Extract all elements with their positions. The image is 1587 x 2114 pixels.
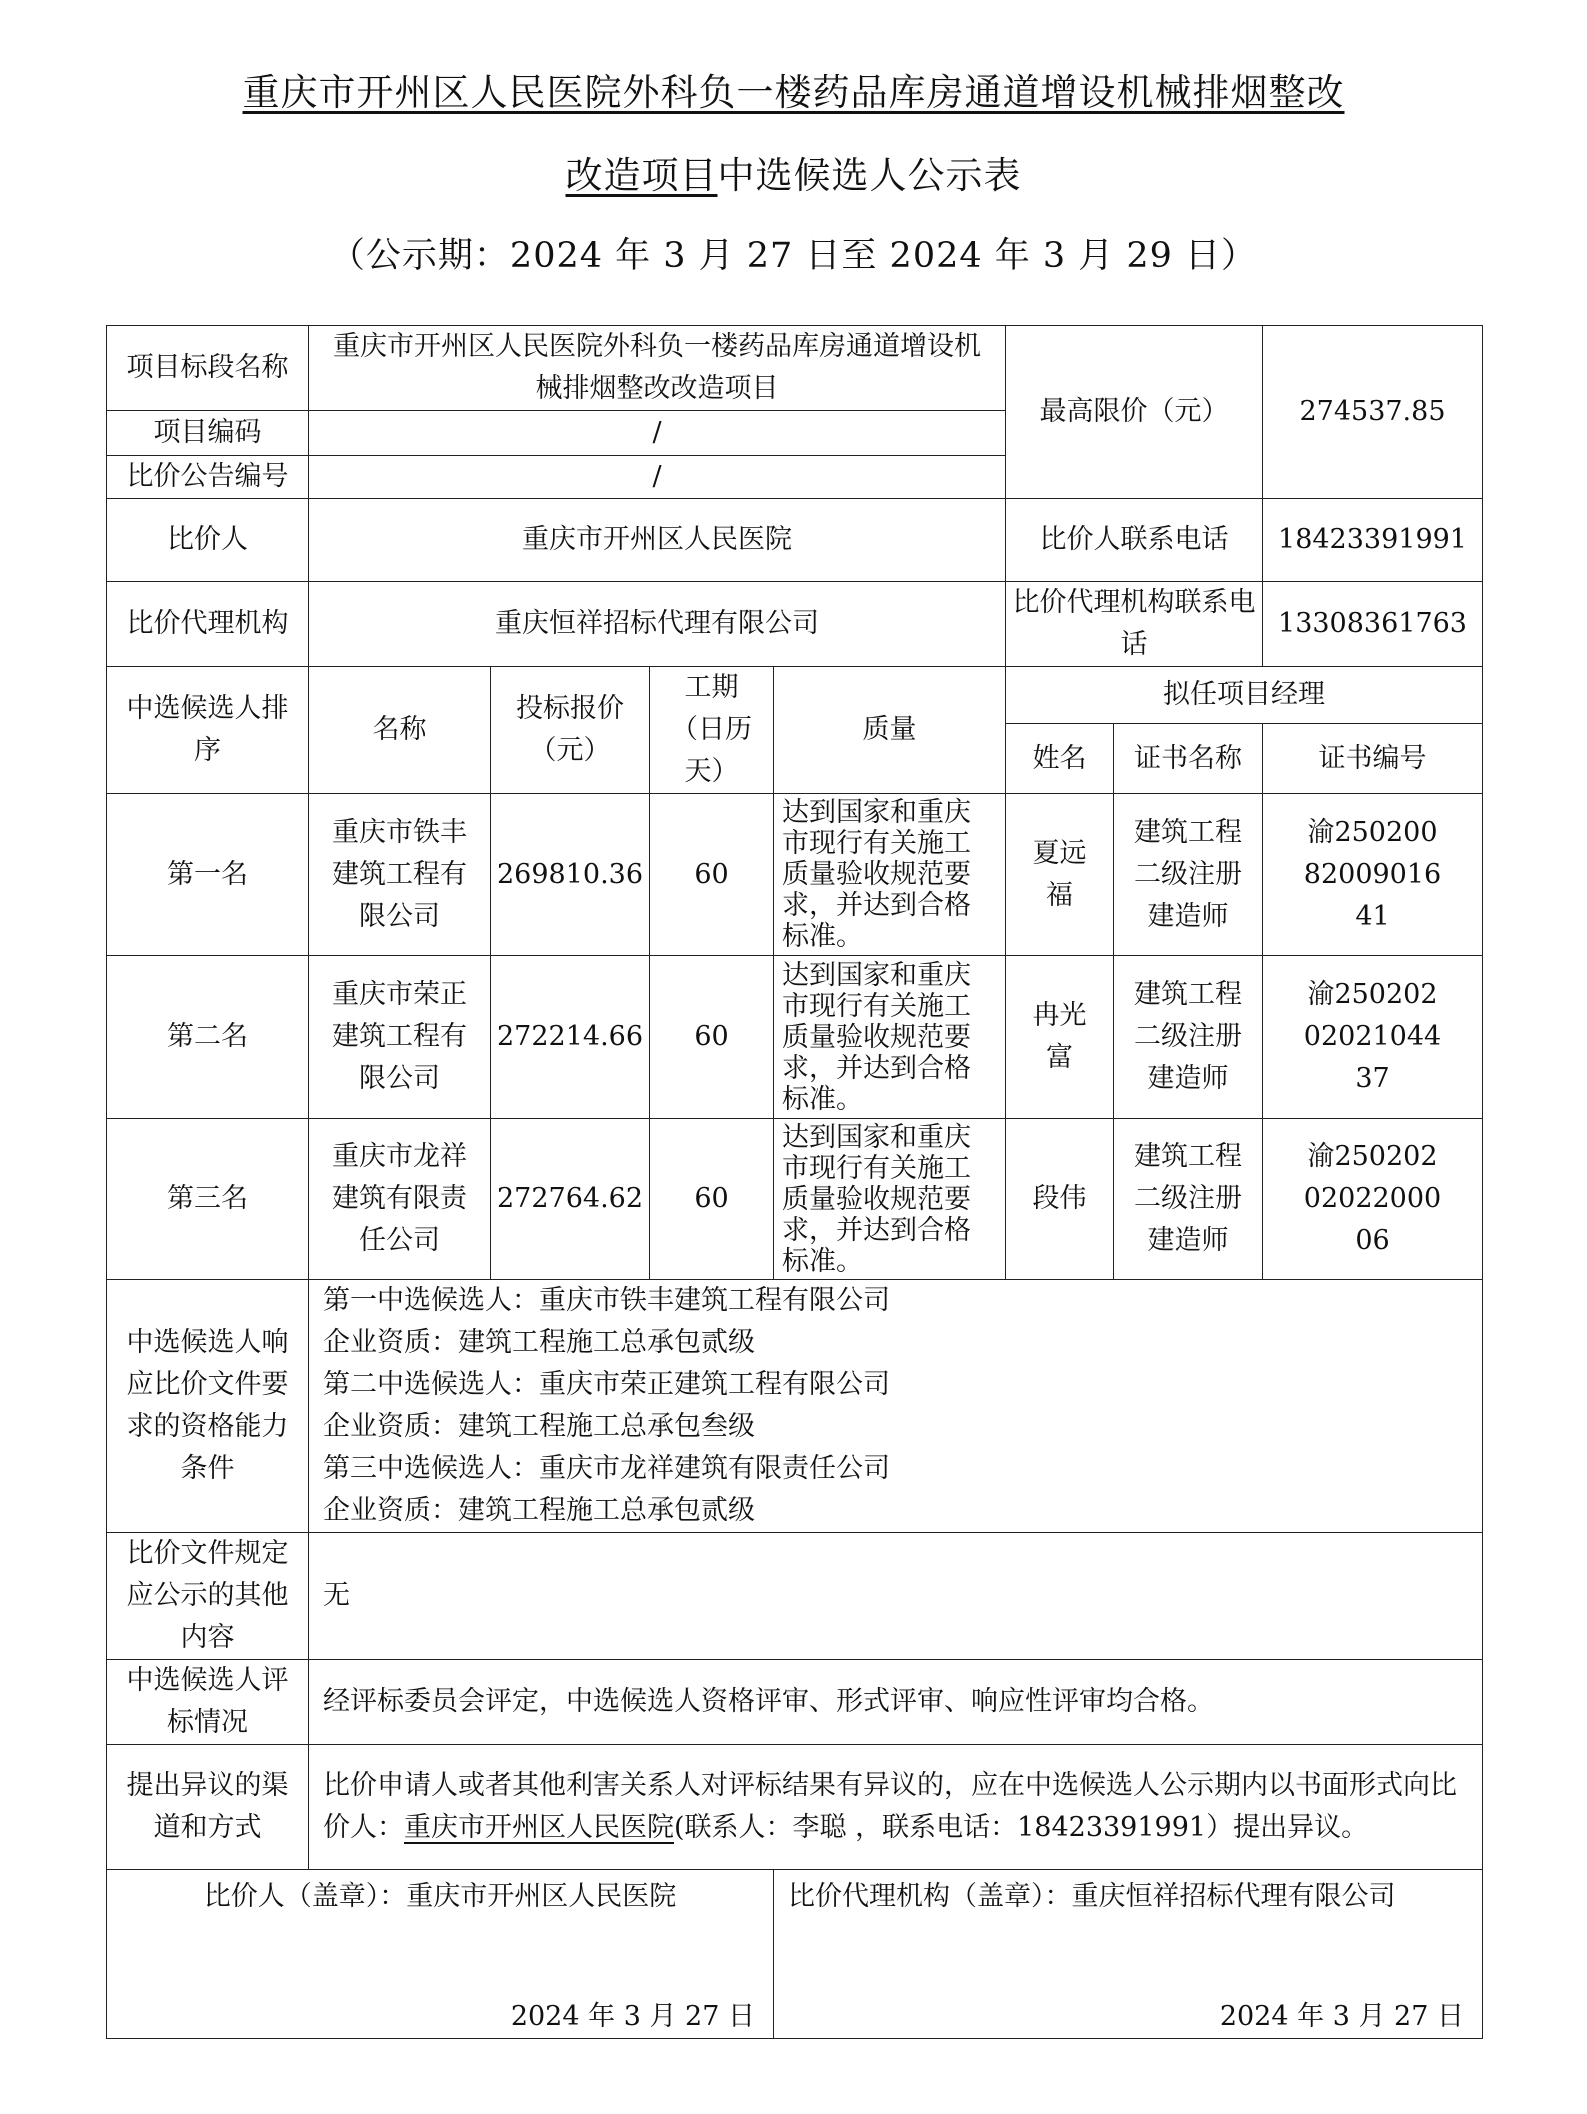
max-price-label: 最高限价（元）	[1006, 326, 1263, 499]
quality-header: 质量	[774, 667, 1006, 794]
candidate-name: 重庆市铁丰建筑工程有限公司	[309, 794, 491, 956]
cert-no-header: 证书编号	[1263, 724, 1483, 794]
candidate-rank: 第三名	[107, 1119, 309, 1280]
objection-purchaser-link: 重庆市开州区人民医院	[404, 1812, 674, 1843]
candidate-cert-name: 建筑工程二级注册建造师	[1114, 1119, 1263, 1280]
qualification-line: 第三中选候选人：重庆市龙祥建筑有限责任公司	[323, 1453, 890, 1484]
agency-label: 比价代理机构	[107, 582, 309, 667]
title-rest: 中选候选人公示表	[717, 154, 1022, 197]
document-title-line-1: 重庆市开州区人民医院外科负一楼药品库房通道增设机械排烟整改	[242, 71, 1345, 114]
candidate-cert-name: 建筑工程二级注册建造师	[1114, 794, 1263, 956]
purchaser-label: 比价人	[107, 499, 309, 582]
manager-name-header: 姓名	[1006, 724, 1114, 794]
other-content-label: 比价文件规定应公示的其他内容	[107, 1533, 309, 1660]
price-header: 投标报价（元）	[491, 667, 650, 794]
agency-signature	[774, 1870, 1483, 2039]
candidate-duration: 60	[650, 956, 774, 1119]
table-row	[107, 1119, 1483, 1280]
candidate-manager: 段伟	[1006, 1119, 1114, 1280]
notice-number-value: /	[309, 456, 1006, 499]
candidate-manager: 夏远福	[1006, 794, 1114, 956]
publicity-period: （公示期：2024 年 3 月 27 日至 2024 年 3 月 29 日）	[329, 236, 1258, 276]
evaluation-label: 中选候选人评标情况	[107, 1660, 309, 1745]
agency-sign-date: 2024 年 3 月 27 日	[1219, 2001, 1464, 2032]
candidate-quality: 达到国家和重庆市现行有关施工质量验收规范要求，并达到合格标准。	[774, 1119, 1006, 1280]
agency-phone-value: 13308361763	[1263, 582, 1483, 667]
purchaser-signature	[107, 1870, 774, 2039]
candidate-announcement-table	[106, 325, 1483, 2039]
document-title-line-2	[0, 145, 1587, 199]
agency-seal-label: 比价代理机构（盖章）：重庆恒祥招标代理有限公司	[788, 1881, 1396, 1912]
qualification-label: 中选候选人响应比价文件要求的资格能力条件	[107, 1280, 309, 1533]
candidate-cert-no: 渝2502008200901641	[1263, 794, 1483, 956]
notice-number-label: 比价公告编号	[107, 456, 309, 499]
candidate-manager: 冉光富	[1006, 956, 1114, 1119]
candidate-price: 269810.36	[491, 794, 650, 956]
candidate-cert-no: 渝2502020202200006	[1263, 1119, 1483, 1280]
qualification-line: 企业资质：建筑工程施工总承包叁级	[323, 1411, 755, 1442]
project-code-label: 项目编码	[107, 411, 309, 456]
qualification-line: 第一中选候选人：重庆市铁丰建筑工程有限公司	[323, 1285, 890, 1316]
candidate-name: 重庆市龙祥建筑有限责任公司	[309, 1119, 491, 1280]
project-name-label: 项目标段名称	[107, 326, 309, 411]
purchaser-sign-date: 2024 年 3 月 27 日	[510, 2001, 755, 2032]
candidate-quality: 达到国家和重庆市现行有关施工质量验收规范要求，并达到合格标准。	[774, 794, 1006, 956]
purchaser-phone-value: 18423391991	[1263, 499, 1483, 582]
table-row	[107, 794, 1483, 956]
evaluation-value: 经评标委员会评定，中选候选人资格评审、形式评审、响应性评审均合格。	[309, 1660, 1483, 1745]
candidate-duration: 60	[650, 794, 774, 956]
name-header: 名称	[309, 667, 491, 794]
candidate-cert-name: 建筑工程二级注册建造师	[1114, 956, 1263, 1119]
candidate-name: 重庆市荣正建筑工程有限公司	[309, 956, 491, 1119]
project-code-value: /	[309, 411, 1006, 456]
max-price-value: 274537.85	[1263, 326, 1483, 499]
cert-name-header: 证书名称	[1114, 724, 1263, 794]
candidate-cert-no: 渝2502020202104437	[1263, 956, 1483, 1119]
qualification-content	[309, 1280, 1483, 1533]
qualification-line: 第二中选候选人：重庆市荣正建筑工程有限公司	[323, 1369, 890, 1400]
objection-value: 比价申请人或者其他利害关系人对评标结果有异议的，应在中选候选人公示期内以书面形式向比价人：重庆市开州区人民医院(联系人：李聪 ，联系电话：18423391991）提出异议。	[309, 1745, 1483, 1870]
objection-label: 提出异议的渠道和方式	[107, 1745, 309, 1870]
candidate-quality: 达到国家和重庆市现行有关施工质量验收规范要求，并达到合格标准。	[774, 956, 1006, 1119]
table-row	[107, 956, 1483, 1119]
other-content-value: 无	[309, 1533, 1483, 1660]
agency-phone-label: 比价代理机构联系电话	[1006, 582, 1263, 667]
candidate-price: 272214.66	[491, 956, 650, 1119]
project-name-value: 重庆市开州区人民医院外科负一楼药品库房通道增设机械排烟整改改造项目	[309, 326, 1006, 411]
rank-header: 中选候选人排序	[107, 667, 309, 794]
qualification-line: 企业资质：建筑工程施工总承包贰级	[323, 1495, 755, 1526]
candidate-price: 272764.62	[491, 1119, 650, 1280]
agency-value: 重庆恒祥招标代理有限公司	[309, 582, 1006, 667]
candidate-rank: 第一名	[107, 794, 309, 956]
duration-header: 工期（日历天）	[650, 667, 774, 794]
purchaser-phone-label: 比价人联系电话	[1006, 499, 1263, 582]
candidate-duration: 60	[650, 1119, 774, 1280]
title-underlined-part: 改造项目	[565, 154, 718, 197]
manager-group-header: 拟任项目经理	[1006, 667, 1483, 724]
candidate-rank: 第二名	[107, 956, 309, 1119]
purchaser-seal-label: 比价人（盖章）：重庆市开州区人民医院	[203, 1881, 677, 1912]
qualification-line: 企业资质：建筑工程施工总承包贰级	[323, 1327, 755, 1358]
purchaser-value: 重庆市开州区人民医院	[309, 499, 1006, 582]
